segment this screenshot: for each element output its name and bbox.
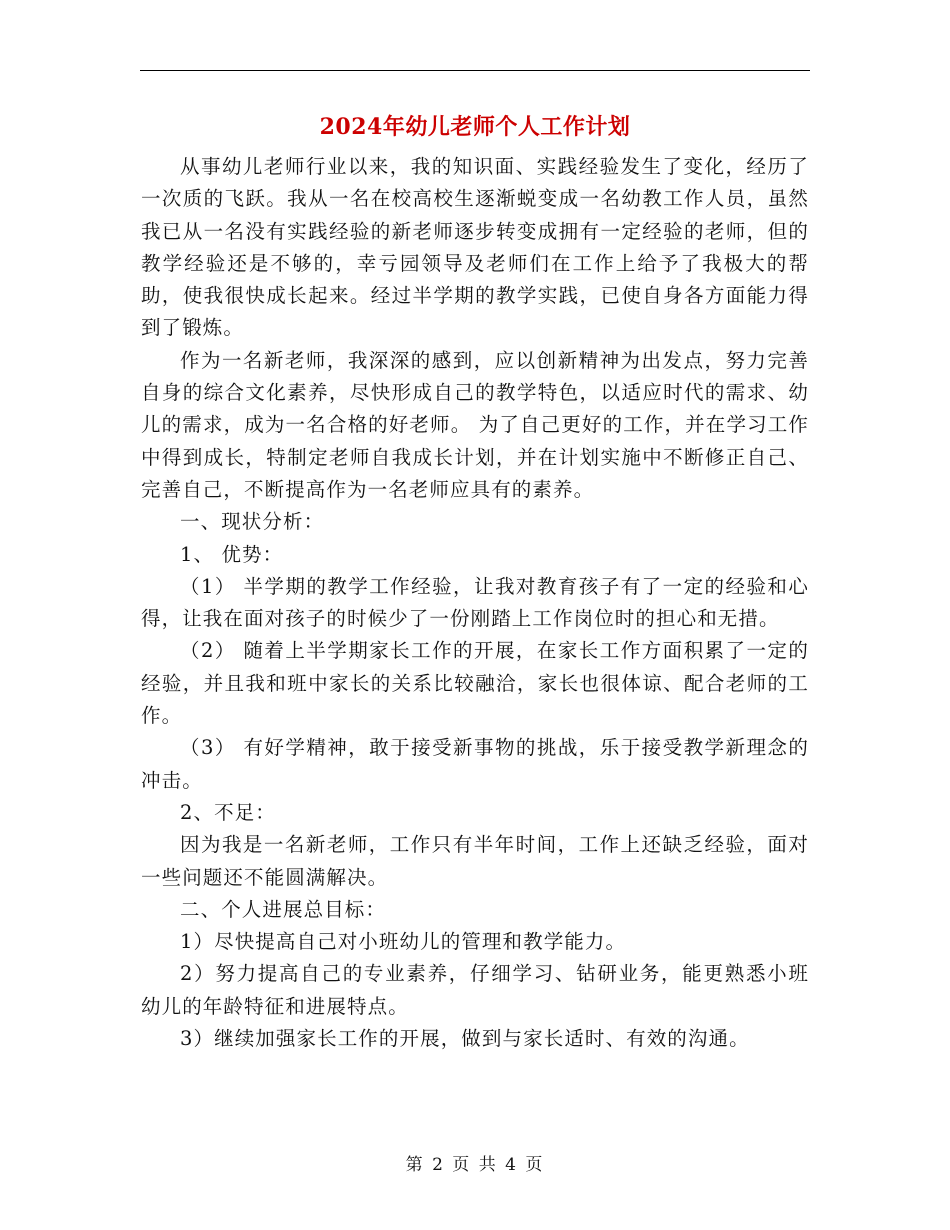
paragraph-strength-3: （3） 有好学精神，敢于接受新事物的挑战，乐于接受教学新理念的冲击。	[141, 736, 809, 792]
paragraph-intro: 从事幼儿老师行业以来，我的知识面、实践经验发生了变化，经历了一次质的飞跃。我从一名在校高校生逐渐蜕变成一名幼教工作人员，虽然我已从一名没有实践经验的新老师逐步转变成拥有一定经验的老师，但的教学经验还是不够的，幸亏园领导及老师们在工作上给予了我极大的帮助，使我很快成长起来。经过半学期的教学实践，已使自身各方面能力得到了锻炼。	[141, 155, 809, 340]
paragraph-weakness: 因为我是一名新老师，工作只有半年时间，工作上还缺乏经验，面对一些问题还不能圆满解决。	[141, 833, 809, 889]
paragraph-goal-2: 2）努力提高自己的专业素养，仔细学习、钻研业务，能更熟悉小班幼儿的年龄特征和进展特点。	[141, 962, 809, 1018]
heading-goals: 二、个人进展总目标：	[180, 897, 387, 921]
heading-status-analysis: 一、现状分析：	[180, 510, 325, 534]
paragraph-strength-2: （2） 随着上半学期家长工作的开展，在家长工作方面积累了一定的经验，并且我和班中家长的关系比较融洽，家长也很体谅、配合老师的工作。	[141, 639, 809, 728]
page-number-footer: 第 2 页 共 4 页	[405, 1155, 545, 1175]
heading-strengths: 1、 优势：	[180, 542, 284, 566]
header-rule	[140, 70, 810, 71]
document-body	[141, 151, 809, 1055]
heading-weaknesses: 2、不足：	[180, 800, 276, 824]
paragraph-new-teacher: 作为一名新老师，我深深的感到，应以创新精神为出发点，努力完善自身的综合文化素养，尽快形成自己的教学特色，以适应时代的需求、幼儿的需求，成为一名合格的好老师。 为了自己更好的工作，并在学习工作中得到成长，特制定老师自我成长计划，并在计划实施中不断修正自己、完善自己，不断提高作为一名老师应具有的素养。	[141, 348, 809, 501]
document-title: 2024年幼儿老师个人工作计划	[319, 114, 631, 140]
paragraph-strength-1: （1） 半学期的教学工作经验，让我对教育孩子有了一定的经验和心得，让我在面对孩子的时候少了一份刚踏上工作岗位时的担心和无措。	[141, 574, 809, 631]
paragraph-goal-3: 3）继续加强家长工作的开展，做到与家长适时、有效的沟通。	[180, 1027, 750, 1051]
paragraph-goal-1: 1）尽快提高自己对小班幼儿的管理和教学能力。	[180, 930, 627, 954]
